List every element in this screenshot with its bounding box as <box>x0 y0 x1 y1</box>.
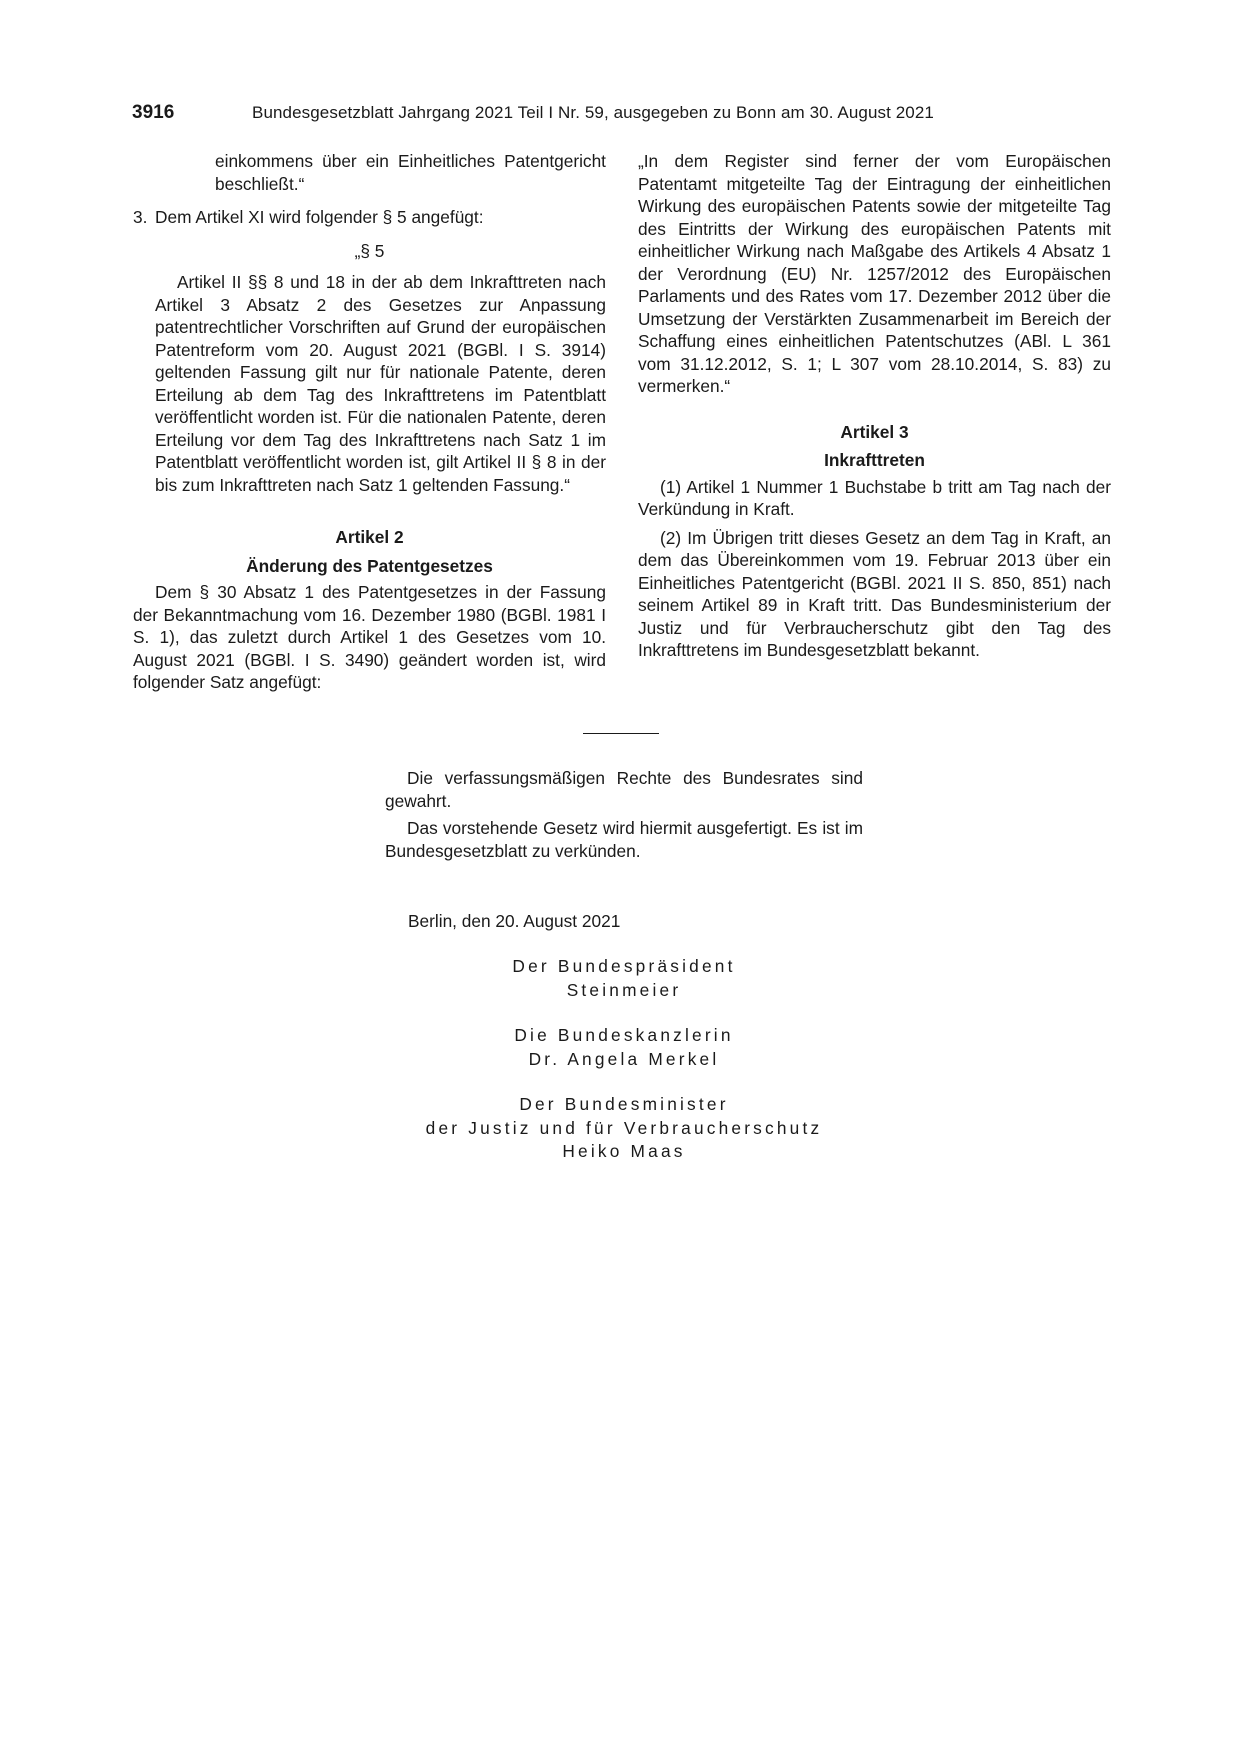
signatory-name: Steinmeier <box>566 979 682 1000</box>
article-2-text: Dem § 30 Absatz 1 des Patentgesetzes in der Fassung der Bekanntmachung vom 16. Dezember 1980 (BGBl. 1981 I S. 1), das zuletzt durch Artikel 1 des Gesetzes vom 10. August 2021 (BGBl. I S. 3490) geändert worden ist, wird folgender Satz angefügt: <box>133 582 606 692</box>
list-number: 3. <box>133 207 148 227</box>
section-divider <box>583 733 659 734</box>
right-column <box>638 150 1111 662</box>
signatory-name: Heiko Maas <box>562 1141 686 1161</box>
continuation-text: einkommens über ein Einheitliches Patentgericht beschließt.“ <box>215 151 606 194</box>
article-3-heading: Artikel 3 <box>840 421 909 442</box>
article-2-heading: Artikel 2 <box>335 527 404 547</box>
left-column <box>133 150 606 694</box>
signatory-title-line2: der Justiz und für Verbraucherschutz <box>425 1117 823 1138</box>
signatory-name: Dr. Angela Merkel <box>528 1048 720 1069</box>
place-date: Berlin, den 20. August 2021 <box>408 911 621 931</box>
rights-statement: Die verfassungsmäßigen Rechte des Bundesrates sind gewahrt. <box>385 768 863 811</box>
signatory-title: Der Bundespräsident <box>512 956 736 976</box>
signature-block-minister <box>385 1093 863 1164</box>
page-number: 3916 <box>132 102 175 123</box>
quoted-amendment-text: „In dem Register sind ferner der vom Europäischen Patentamt mitgeteilte Tag der Eintragung der einheitlichen Wirkung des europäischen Patents sowie der mitgeteilte Tag des Eintritts der Wirkung des europäischen Patents mit einheitlicher Wirkung nach Maßgabe des Artikels 4 Absatz 1 der Verordnung (EU) Nr. 1257/2012 des Europäischen Parlaments und des Rates vom 17. Dezember 2012 über die Umsetzung der Verstärkten Zusammenarbeit im Bereich der Schaffung eines einheitlichen Patentschutzes (ABl. L 361 vom 31.12.2012, S. 1; L 307 vom 28.10.2014, S. 83) zu vermerken.“ <box>638 151 1111 396</box>
closing-formula <box>385 767 863 862</box>
article-3-title: Inkrafttreten <box>824 450 925 470</box>
execution-statement: Das vorstehende Gesetz wird hiermit ausgefertigt. Es ist im Bundesgesetzblatt zu verkünden. <box>385 818 863 861</box>
article-2-title: Änderung des Patentgesetzes <box>246 555 493 576</box>
article-3-paragraph-2: (2) Im Übrigen tritt dieses Gesetz an dem Tag in Kraft, an dem das Übereinkommen vom 19. Februar 2013 über ein Einheitliches Patentgericht (BGBl. 2021 II S. 850, 851) nach seinem Artikel 89 in Kraft tritt. Das Bundesministerium der Justiz und für Verbraucherschutz gibt den Tag des Inkrafttretens im Bundesgesetzblatt bekannt. <box>638 527 1111 660</box>
signature-block-president <box>385 955 863 1002</box>
list-item-text: Dem Artikel XI wird folgender § 5 angefügt: <box>155 207 484 227</box>
list-item-3 <box>133 206 606 229</box>
paragraph-sign: „§ 5 <box>354 240 385 261</box>
signatory-title: Der Bundesminister <box>519 1094 729 1114</box>
signatory-title: Die Bundeskanzlerin <box>514 1025 734 1045</box>
signature-block-chancellor <box>385 1024 863 1071</box>
quoted-paragraph: Artikel II §§ 8 und 18 in der ab dem Inkrafttreten nach Artikel 3 Absatz 2 des Gesetzes zur Anpassung patentrechtlicher Vorschriften auf Grund der europäischen Patentreform vom 20. August 2021 (BGBl. I S. 3914) geltenden Fassung gilt nur für nationale Patente, deren Erteilung ab dem Tag des Inkrafttretens im Patentblatt veröffentlicht worden ist. Für die nationalen Patente, deren Erteilung vor dem Tag des Inkrafttretens nach Satz 1 im Patentblatt veröffentlicht worden ist, gilt Artikel II § 8 in der bis zum Inkrafttreten nach Satz 1 geltenden Fassung.“ <box>155 272 606 495</box>
article-3-paragraph-1: (1) Artikel 1 Nummer 1 Buchstabe b tritt am Tag nach der Verkündung in Kraft. <box>638 476 1111 519</box>
running-header: Bundesgesetzblatt Jahrgang 2021 Teil I Nr. 59, ausgegeben zu Bonn am 30. August 2021 <box>252 103 934 122</box>
